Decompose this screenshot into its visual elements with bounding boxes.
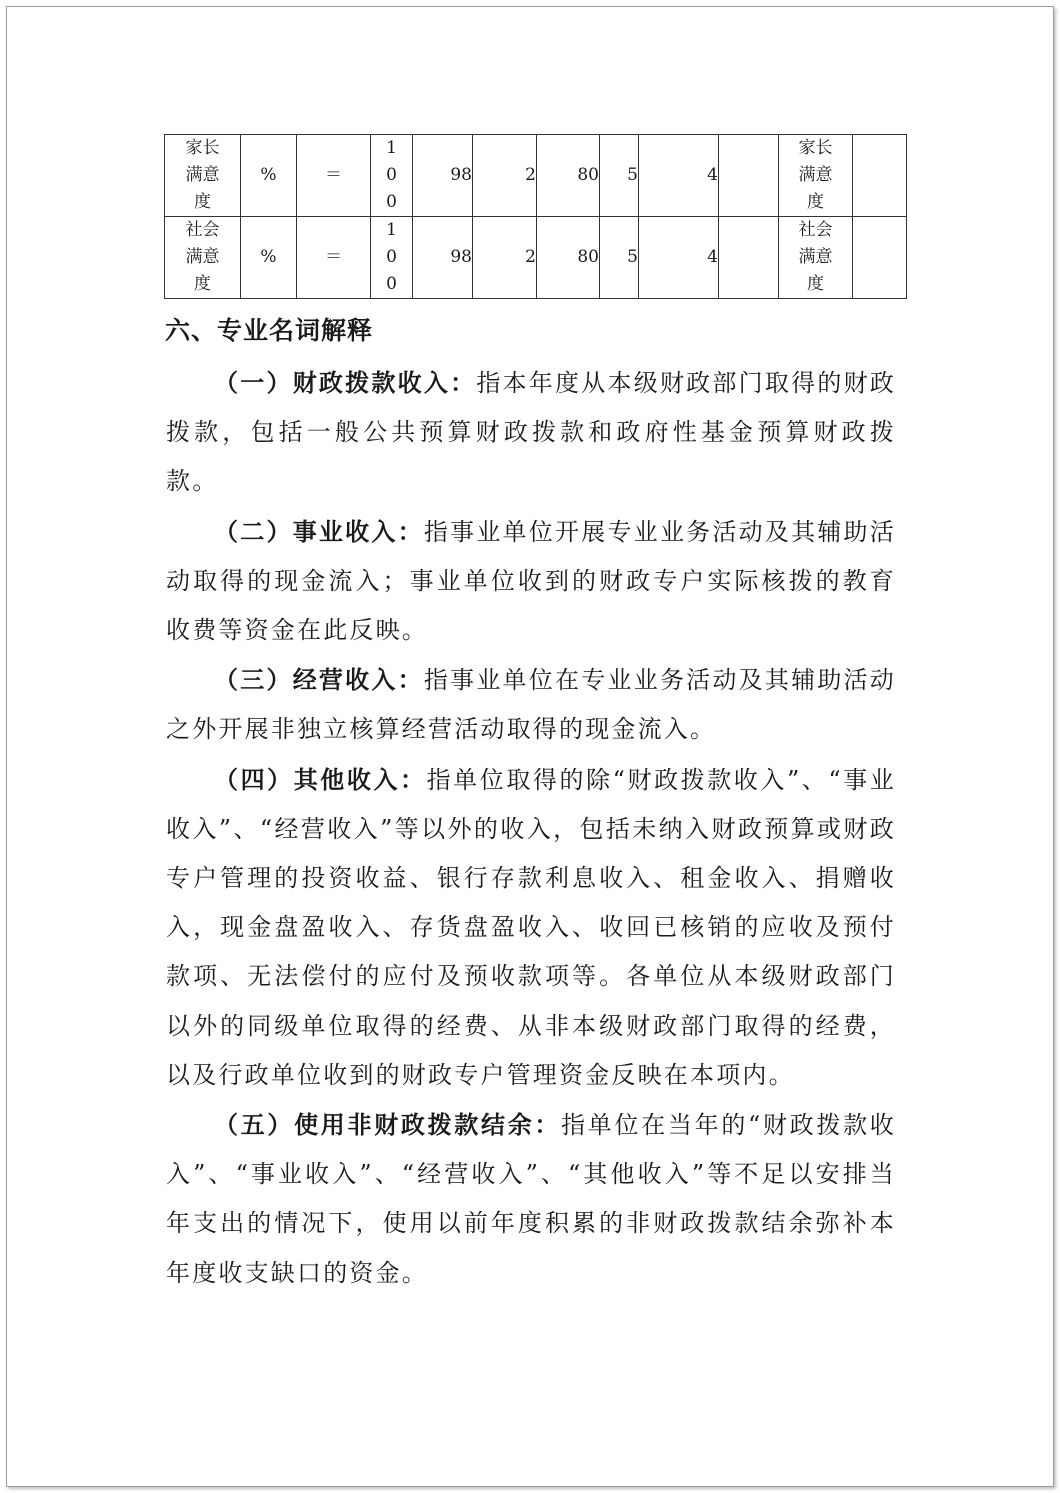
definition-paragraph <box>166 507 896 656</box>
definition-text: 指事业单位在专业业务活动及其辅助活动之外开展非独立核算经营活动取得的现金流入。 <box>166 666 896 744</box>
definition-text: 指事业单位开展专业业务活动及其辅助活动取得的现金流入；事业单位收到的财政专户实际核拨的教育收费等资金在此反映。 <box>166 517 896 645</box>
empty-cell <box>853 135 907 217</box>
actual-value-cell: 98 <box>413 135 473 217</box>
definition-term: （二）事业收入： <box>214 516 424 546</box>
empty-cell <box>719 135 779 217</box>
definition-text: 指单位在当年的“财政拨款收入”、“事业收入”、“经营收入”、“其他收入”等不足以安排当年支出的情况下，使用以前年度积累的非财政拨款结余弥补本年度收支缺口的资金。 <box>166 1111 896 1287</box>
definition-paragraph <box>166 655 896 754</box>
base-score-cell: 80 <box>537 217 600 299</box>
section-heading: 六、专业名词解释 <box>165 316 374 345</box>
table-row <box>165 135 907 217</box>
definitions-body <box>166 358 896 1298</box>
indicator-name-cell: 社会满意度 <box>165 217 241 299</box>
unit-cell: % <box>241 217 297 299</box>
definition-term: （四）其他收入： <box>214 764 427 794</box>
definition-paragraph <box>166 358 896 507</box>
score-cell: 4 <box>639 217 719 299</box>
indicator-name-cell: 家长满意度 <box>165 135 241 217</box>
value-cell: 5 <box>600 217 639 299</box>
value-cell: 5 <box>600 135 639 217</box>
empty-cell <box>853 217 907 299</box>
unit-cell: % <box>241 135 297 217</box>
operator-cell: ＝ <box>297 217 371 299</box>
table-row <box>165 217 907 299</box>
weight-cell: 2 <box>473 135 537 217</box>
performance-indicator-table <box>164 134 907 299</box>
weight-cell: 2 <box>473 217 537 299</box>
definition-term: （三）经营收入： <box>214 665 424 695</box>
score-cell: 4 <box>639 135 719 217</box>
base-score-cell: 80 <box>537 135 600 217</box>
definition-text: 指单位取得的除“财政拨款收入”、“事业收入”、“经营收入”等以外的收入，包括未纳入财政预算或财政专户管理的投资收益、银行存款利息收入、租金收入、捐赠收入，现金盘盈收入、存货盘盈收入、收回已核销的应收及预付款项、无法偿付的应付及预收款项等。各单位从本级财政部门以外的同级单位取得的经费、从非本级财政部门取得的经费，以及行政单位收到的财政专户管理资金反映在本项内。 <box>166 765 896 1089</box>
indicator-name-repeat-cell: 家长满意度 <box>779 135 853 217</box>
target-value-cell: 100 <box>371 135 413 217</box>
actual-value-cell: 98 <box>413 217 473 299</box>
empty-cell <box>719 217 779 299</box>
definition-paragraph <box>166 755 896 1100</box>
definition-term: （五）使用非财政拨款结余： <box>214 1110 562 1140</box>
definition-paragraph <box>166 1100 896 1298</box>
indicator-name-repeat-cell: 社会满意度 <box>779 217 853 299</box>
definition-term: （一）财政拨款收入： <box>214 368 477 397</box>
operator-cell: ＝ <box>297 135 371 217</box>
target-value-cell: 100 <box>371 217 413 299</box>
definition-text: 指本年度从本级财政部门取得的财政拨款，包括一般公共预算财政拨款和政府性基金预算财政拨款。 <box>166 369 897 496</box>
